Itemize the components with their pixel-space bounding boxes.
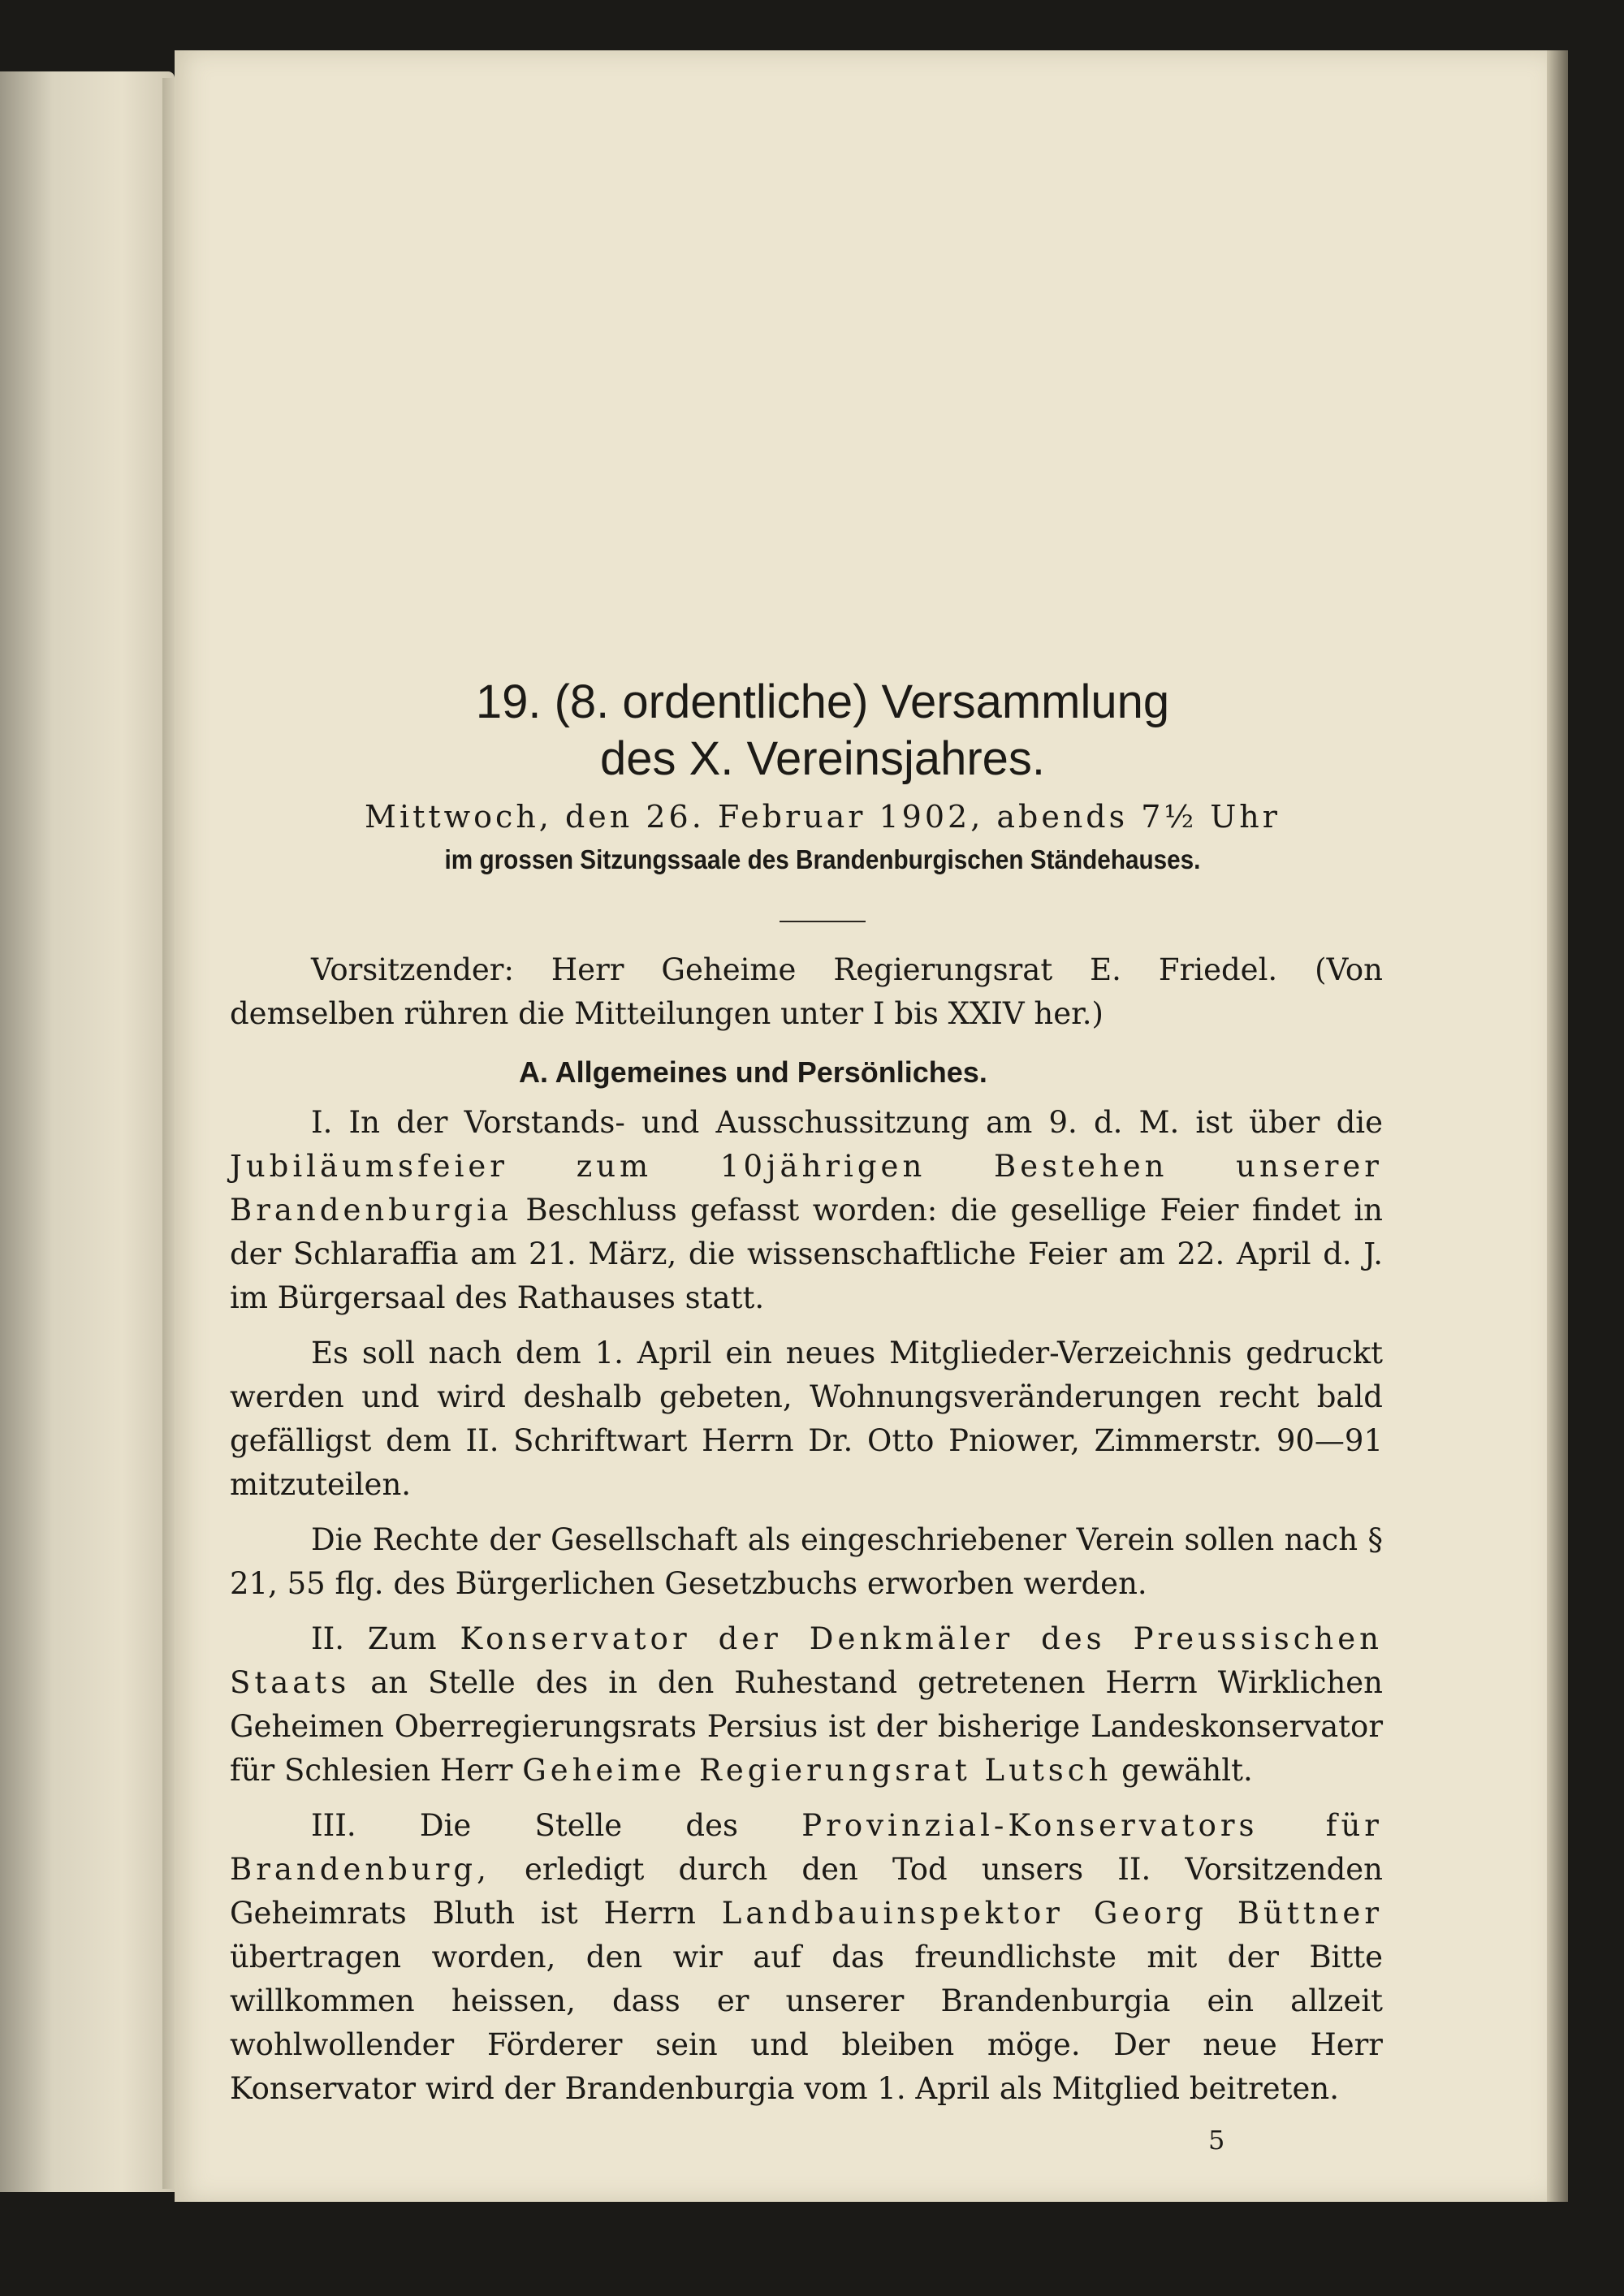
paragraph-ii-lead: II. Zum [311,1621,437,1656]
paragraph-iii-end: übertragen worden, den wir auf das freundlichste mit der Bitte willkommen heissen, dass er unserer Brandenburgia ein allzeit wohlwollender Förderer sein und bleiben möge. Der neue Herr Konservator wird der Brandenburgia vom 1. April als Mitglied beitreten. [230,1940,1383,2106]
facing-page-edge [0,71,175,2192]
page-edge-shadow [1547,50,1568,2202]
divider-rule [780,921,866,922]
paragraph-ii-end: gewählt. [1121,1753,1253,1788]
meeting-subtitle: des X. Vereinsjahres. [599,732,1046,785]
jubilee-emphasis: Jubiläumsfeier zum 10jährigen Bestehen unserer Brandenburgia [230,1149,1383,1228]
page-content [230,674,1383,2111]
paragraph-ii [230,1617,1383,1793]
page-number: 5 [1208,2125,1225,2156]
chair-paragraph: Vorsitzender: Herr Geheime Regierungsrat E. Friedel. (Von demselben rühren die Mitteilungen unter I bis XXIV her.) [230,952,1383,1031]
paragraph-iii-lead: III. Die Stelle des [311,1808,739,1843]
paragraph-i-3: Die Rechte der Gesellschaft als eingeschriebener Verein sollen nach § 21, 55 flg. des Bürgerlichen Gesetzbuchs erworben werden. [230,1522,1383,1601]
meeting-venue: im grossen Sitzungssaale des Brandenburgischen Ständehauses. [444,844,1201,874]
paragraph-i-1-text: I. In der Vorstands- und Ausschussitzung am 9. d. M. ist über die [311,1105,1383,1140]
paragraph-i-1-rest: Beschluss gefasst worden: die gesellige Feier findet in der Schlaraffia am 21. März, die wissenschaftliche Feier am 22. April d. J. im Bürgersaal des Rathauses statt. [230,1193,1383,1315]
paragraph-iii-text: erledigt durch den Tod unsers II. Vorsitzenden Geheimrats Bluth ist Herrn [230,1852,1384,1931]
meeting-title: 19. (8. ordentliche) Versammlung [475,675,1170,728]
lutsch-emphasis: Geheime Regierungsrat Lutsch [522,1753,1112,1788]
paragraph-ii-text: an Stelle des in den Ruhestand getretenen Herrn Wirklichen Geheimen Oberregierungsrats Persius ist der bisherige Landeskonservator für Schlesien Herr [230,1665,1383,1788]
provinzial-konservator-emphasis: Provinzial-Konservators für Brandenburg, [230,1808,1383,1887]
meeting-date: Mittwoch, den 26. Februar 1902, abends 7½ Uhr [365,799,1281,835]
section-heading-a: A. Allgemeines und Persönliches. [519,1055,987,1089]
paragraph-iii [230,1804,1383,2111]
paragraph-i-2: Es soll nach dem 1. April ein neues Mitglieder-Verzeichnis gedruckt werden und wird deshalb gebeten, Wohnungsveränderungen recht bald gefälligst dem II. Schriftwart Herrn Dr. Otto Pniower, Zimmerstr. 90—91 mitzuteilen. [230,1336,1383,1502]
konservator-emphasis: Konservator der Denkmäler des Preussischen Staats [230,1621,1383,1700]
buettner-emphasis: Landbauinspektor Georg Büttner [721,1896,1384,1931]
paragraph-i-1 [230,1101,1383,1320]
